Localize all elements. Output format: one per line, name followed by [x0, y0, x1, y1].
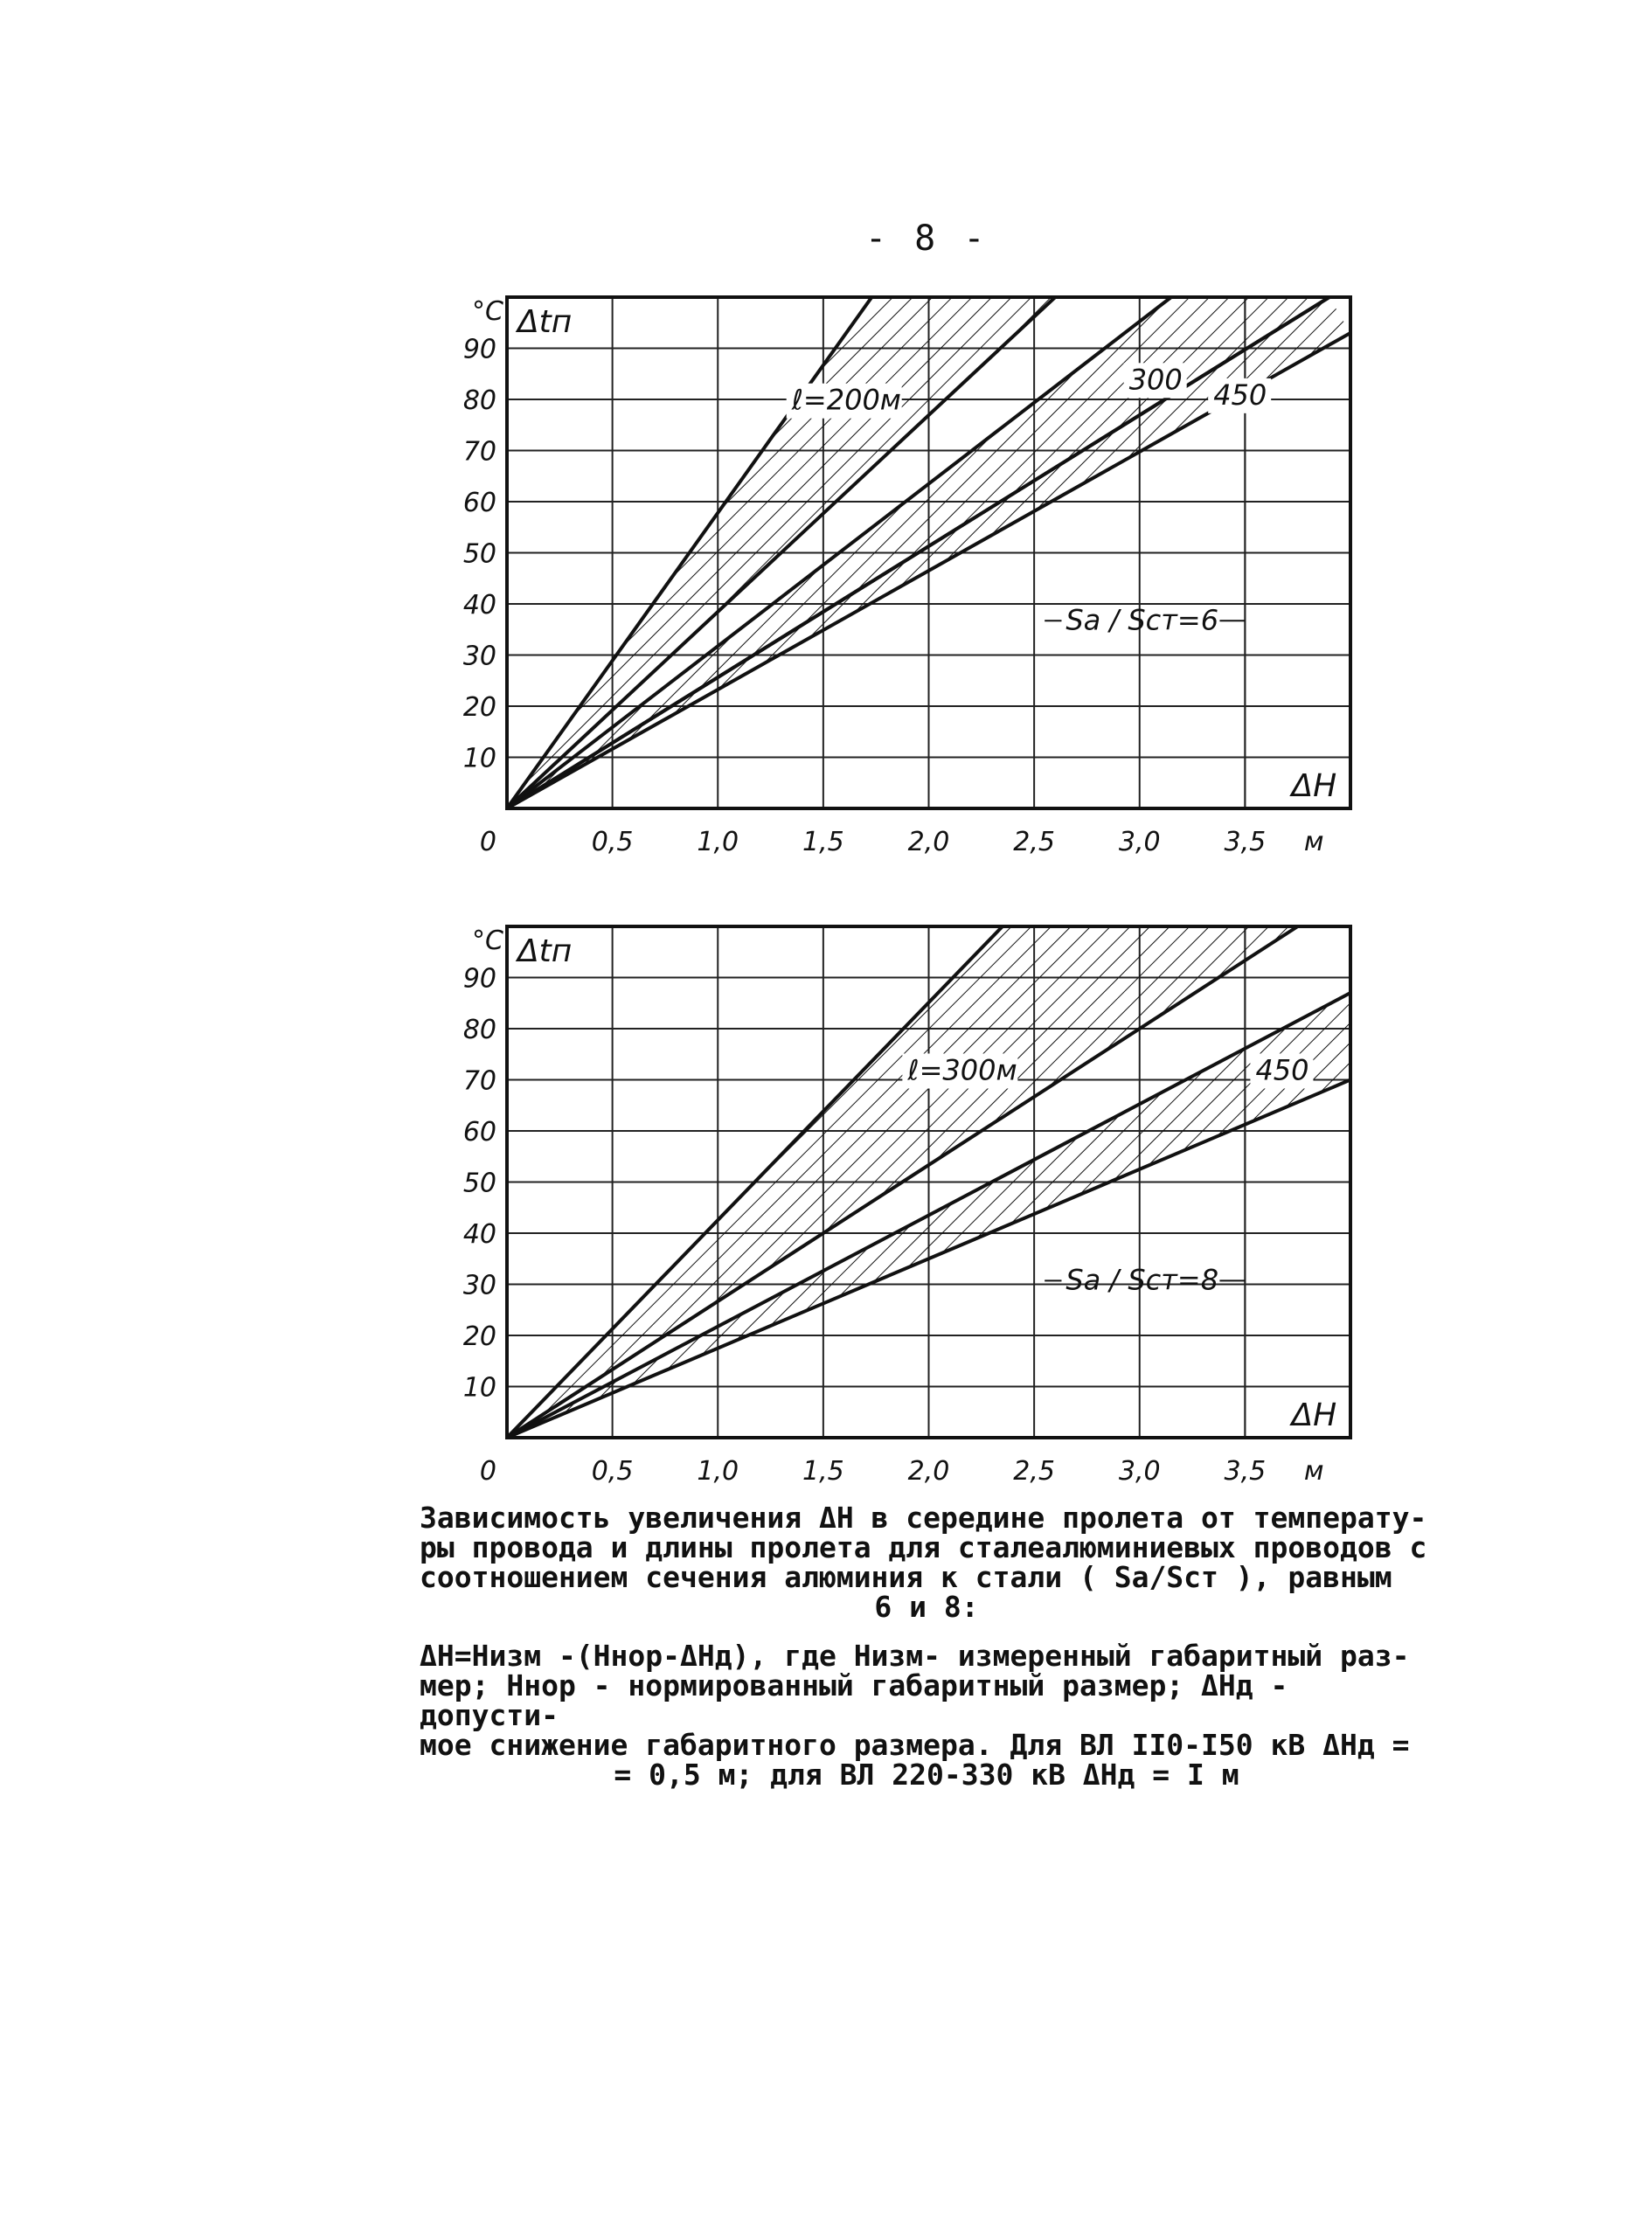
y-tick-label: 90 [462, 334, 496, 365]
y-tick-label: 20 [462, 1321, 496, 1352]
y-tick-label: 90 [462, 963, 496, 995]
x-tick-label: 0,5 [591, 827, 634, 857]
x-tick-label: 1,5 [802, 1456, 844, 1487]
caption-formula [420, 1641, 1433, 1790]
x-tick-label: 2,5 [1013, 827, 1055, 857]
caption-center-line: 6 и 8: [874, 1590, 979, 1624]
y-tick-label: 10 [462, 743, 496, 774]
formula-line: = 0,5 м; для ВЛ 220-330 кВ ΔHд = I м [614, 1758, 1239, 1792]
y-tick-label: 80 [462, 1015, 496, 1045]
x-axis-label: ΔH [1291, 768, 1337, 804]
y-tick-label: 70 [462, 436, 496, 468]
y-axis-label: Δtп [517, 933, 573, 969]
caption-line: соотношением сечения алюминия к стали ( Sa/Sст ), равным [420, 1560, 1392, 1594]
figure-caption [420, 1503, 1433, 1790]
x-tick-label: 1,0 [697, 827, 739, 857]
page-number: - 8 - [865, 218, 989, 259]
x-tick-label: 1,0 [697, 1456, 739, 1487]
y-unit-label: °C [472, 296, 503, 327]
y-tick-label: 40 [462, 1219, 496, 1250]
y-tick-label: 80 [462, 385, 496, 416]
formula-line: мое снижение габаритного размера. Для ВЛ II0-I50 кВ ΔHд = [420, 1728, 1410, 1762]
y-tick-label: 10 [462, 1372, 496, 1404]
x-unit-label: м [1303, 1456, 1324, 1487]
chart-bottom [0, 909, 1652, 1564]
x-tick-label: 0,5 [591, 1456, 634, 1487]
y-tick-label: 50 [462, 1168, 496, 1199]
y-tick-label: 60 [462, 1117, 496, 1148]
band-label: ℓ=300м [907, 1053, 1017, 1087]
x-axis-label: ΔH [1291, 1397, 1337, 1433]
formula-line: мер; Hнор - нормированный габаритный размер; ΔHд - допусти- [420, 1668, 1288, 1732]
x-tick-label: 3,0 [1118, 1456, 1161, 1487]
y-tick-label: 30 [462, 641, 496, 672]
x-tick-label: 3,5 [1224, 1456, 1267, 1487]
caption-line: Зависимость увеличения ΔH в середине пролета от температу- [420, 1501, 1427, 1535]
band-label: ℓ=200м [791, 383, 901, 417]
x-tick-label: 2,5 [1013, 1456, 1055, 1487]
y-tick-label: 40 [462, 590, 496, 621]
y-axis-label: Δtп [517, 304, 573, 340]
ratio-label: Sa / Sст=6 [1065, 603, 1219, 637]
x-tick-label: 0 [479, 1456, 496, 1487]
chart-top [0, 280, 1652, 935]
y-tick-label: 60 [462, 488, 496, 518]
formula-line: ΔH=Hизм -(Hнор-ΔHд), где Hизм- измеренный габаритный раз- [420, 1639, 1410, 1673]
x-tick-label: 2,0 [907, 1456, 950, 1487]
y-tick-label: 30 [462, 1270, 496, 1301]
x-tick-label: 1,5 [802, 827, 844, 857]
x-tick-label: 3,0 [1118, 827, 1161, 857]
band-label: 450 [1255, 1053, 1309, 1087]
y-tick-label: 50 [462, 538, 496, 570]
y-unit-label: °C [472, 926, 503, 956]
x-unit-label: м [1303, 827, 1324, 857]
x-tick-label: 2,0 [907, 827, 950, 857]
band-label: 300 [1128, 363, 1183, 397]
ratio-label: Sa / Sст=8 [1065, 1263, 1219, 1297]
x-tick-label: 0 [479, 827, 496, 857]
caption-line: ры провода и длины пролета для сталеалюминиевых проводов с [420, 1530, 1427, 1564]
band-label: 450 [1213, 378, 1267, 412]
x-tick-label: 3,5 [1224, 827, 1267, 857]
y-tick-label: 70 [462, 1065, 496, 1097]
y-tick-label: 20 [462, 692, 496, 723]
